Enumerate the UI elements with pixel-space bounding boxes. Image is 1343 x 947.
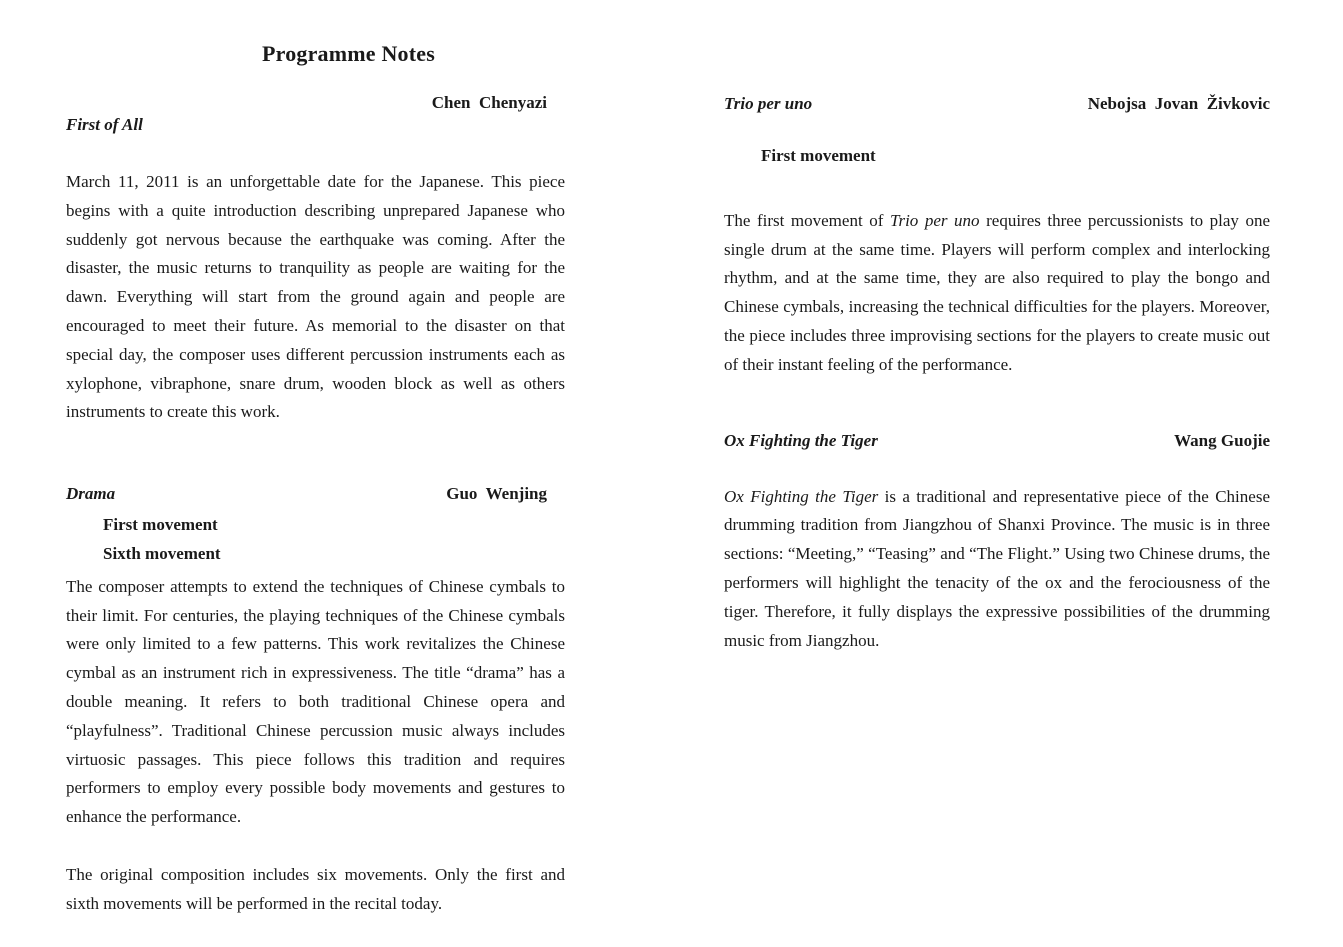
section-ox-fighting-the-tiger xyxy=(724,430,1270,656)
composer-name: Wang Guojie xyxy=(1174,430,1270,450)
work-title: Drama xyxy=(66,484,116,504)
programme-note-paragraph: The original composition includes six movements. Only the first and sixth movements will be performed in the recital today. xyxy=(66,864,565,913)
composer-name: Guo Wenjing xyxy=(446,484,547,504)
programme-note-paragraph: The composer attempts to extend the techniques of Chinese cymbals to their limit. For centuries, the playing techniques of the Chinese cymbals were only limited to a few patterns. This work revitalizes the Chinese cymbal as an instrument rich in expressiveness. The title “drama” has a double meaning. It refers to both traditional Chinese opera and “playfulness”. Traditional Chinese percussion music always includes virtuosic passages. This piece follows this tradition and requires performers to employ every possible body movements and gestures to enhance the performance. xyxy=(66,576,565,827)
section-first-of-all xyxy=(66,93,565,427)
section-trio-per-uno xyxy=(724,93,1270,380)
programme-note-paragraph: Ox Fighting the Tiger is a traditional and representative piece of the Chinese drumming tradition from Jiangzhou of Shanxi Province. The music is in three sections: “Meeting,” “Teasing” and “The Flight.” Using two Chinese drums, the performers will highlight the tenacity of the ox and the ferociousness of the tiger. Therefore, it fully displays the expressive possibilities of the drumming music from Jiangzhou. xyxy=(724,486,1270,650)
work-title: Ox Fighting the Tiger xyxy=(724,430,878,450)
movement-item: First movement xyxy=(761,146,876,165)
composer-name: Chen Chenyazi xyxy=(431,93,547,112)
page-title: Programme Notes xyxy=(261,41,436,66)
programme-note-paragraph: The first movement of Trio per uno requires three percussionists to play one single drum at the same time. Players will perform complex and interlocking rhythm, and at the same time, they are also required to play the bongo and Chinese cymbals, increasing the technical difficulties for the players. Moreover, the piece includes three improvising sections for the players to create music out of their instant feeling of the performance. xyxy=(724,210,1270,374)
movement-item: First movement xyxy=(103,515,218,535)
work-header-row xyxy=(66,483,565,505)
right-column xyxy=(724,0,1270,655)
left-column xyxy=(66,0,565,919)
work-header-row xyxy=(724,93,1270,115)
section-drama xyxy=(66,483,565,918)
movement-item: Sixth movement xyxy=(103,543,221,563)
work-title: Trio per uno xyxy=(724,94,813,113)
movement-list xyxy=(66,511,565,569)
programme-note-paragraph: March 11, 2011 is an unforgettable date for the Japanese. This piece begins with a quite introduction describing unprepared Japanese who suddenly got nervous because the earthquake was coming. After the disaster, the music returns to tranquility as people are waiting for the dawn. Everything will start from the ground again and people are encouraged to meet their future. As memorial to the disaster on that special day, the composer uses different percussion instruments each as xylophone, vibraphone, snare drum, wooden block as well as others instruments to create this work. xyxy=(66,172,565,422)
work-header-row xyxy=(724,430,1270,452)
work-title: First of All xyxy=(66,115,143,134)
composer-name: Nebojsa Jovan Živkovic xyxy=(1087,94,1270,113)
